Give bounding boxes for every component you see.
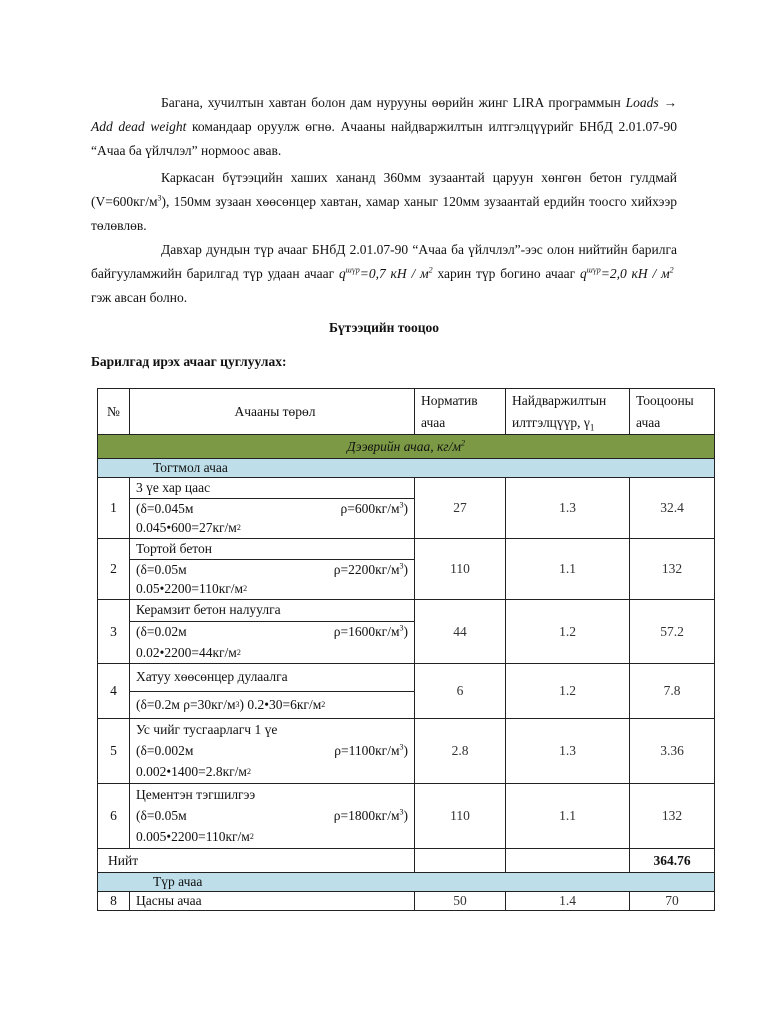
row-normative: 6 bbox=[415, 664, 506, 719]
formula-short-term: $q^{шүр}=2,0$ кН / $м^2$ bbox=[579, 265, 674, 281]
total-row bbox=[98, 849, 715, 873]
row-number: 3 bbox=[98, 600, 130, 664]
row-normative: 110 bbox=[415, 539, 506, 600]
row-description bbox=[130, 600, 415, 664]
paragraph-text: Каркасан бүтээцийн хаших хананд 360мм зузаантай царуун хөнгөн бетон гулдмай (V=600кг/м bbox=[91, 170, 677, 209]
paragraph-live-loads bbox=[91, 238, 677, 310]
row-factor: 1.2 bbox=[506, 600, 630, 664]
row-density: $\rho=1100кг/м^3$) bbox=[334, 742, 408, 758]
header-load-type: Ачааны төрөл bbox=[130, 389, 415, 435]
table-row bbox=[98, 664, 715, 719]
row-calculated: 132 bbox=[630, 784, 715, 849]
row-calculated: 7.8 bbox=[630, 664, 715, 719]
paragraph-walls bbox=[91, 166, 677, 238]
row-calculated: 3.36 bbox=[630, 719, 715, 784]
row-density: $\rho=1600кг/м^3$) bbox=[333, 623, 408, 639]
table-row bbox=[98, 600, 715, 664]
row-title: Цементэн тэгшилгээ bbox=[136, 786, 256, 802]
row-number: 5 bbox=[98, 719, 130, 784]
row-thickness: (δ=0.05м bbox=[136, 807, 187, 823]
row-description bbox=[130, 664, 415, 719]
row-factor: 1.2 bbox=[506, 664, 630, 719]
row-number: 2 bbox=[98, 539, 130, 600]
row-normative: 2.8 bbox=[415, 719, 506, 784]
lira-command: Loads → Add dead weight bbox=[91, 95, 678, 134]
table-row bbox=[98, 784, 715, 849]
total-label: Нийт bbox=[98, 849, 415, 873]
permanent-load-row bbox=[98, 459, 715, 478]
row-factor: 1.3 bbox=[506, 478, 630, 539]
paragraph-text: гэж авсан болно. bbox=[91, 290, 188, 305]
row-description bbox=[130, 539, 415, 600]
row-title: Цасны ачаа bbox=[130, 892, 415, 911]
row-thickness: (δ=0.05м bbox=[136, 561, 187, 577]
formula-long-term: $q^{шүр}=0,7$ кН / $м^2$ bbox=[338, 265, 433, 281]
section-heading: Бүтээцийн тооцоо bbox=[328, 320, 440, 335]
paragraph-text: харин түр богино ачааг bbox=[437, 266, 576, 281]
total-empty-cell bbox=[506, 849, 630, 873]
row-title: 3 үе хар цаас bbox=[130, 478, 414, 499]
row-title: Ус чийг тусгаарлагч 1 үе bbox=[136, 721, 278, 737]
table-row bbox=[98, 719, 715, 784]
paragraph-text: ), 150мм зузаан хөөсөнцер хавтан, хамар ханыг 120мм зузаантай ердийн тоосго хийхээр төлөвлөв. bbox=[91, 194, 677, 233]
permanent-load-label: Тогтмол ачаа bbox=[98, 459, 715, 478]
paragraph-text: командаар оруулж өгнө. Ачааны найдваржилтын илтгэлцүүрийг БНбД 2.01.07-90 “Ачаа ба үйлчлэл” нормоос авав. bbox=[91, 119, 677, 158]
row-density: $\rho=600кг/м^3$) bbox=[340, 500, 408, 516]
temporary-load-row bbox=[98, 873, 715, 892]
row-thickness: (δ=0.002м bbox=[136, 742, 194, 758]
row-thickness: (δ=0.045м bbox=[136, 500, 194, 516]
table-header-row bbox=[98, 389, 715, 435]
paragraph-self-weight bbox=[91, 91, 677, 163]
table-row bbox=[98, 478, 715, 539]
row-calculated: 57.2 bbox=[630, 600, 715, 664]
row-calculated: 70 bbox=[630, 892, 715, 911]
row-factor: 1.4 bbox=[506, 892, 630, 911]
row-title: Хатуу хөөсөнцер дулаалга bbox=[130, 664, 414, 692]
header-normative: Норматив ачаа bbox=[415, 389, 506, 435]
row-factor: 1.1 bbox=[506, 784, 630, 849]
row-description bbox=[130, 719, 415, 784]
row-factor: 1.3 bbox=[506, 719, 630, 784]
total-empty-cell bbox=[415, 849, 506, 873]
row-calculated: 132 bbox=[630, 539, 715, 600]
superscript: 3 bbox=[157, 193, 162, 203]
row-thickness: (δ=0.02м bbox=[136, 624, 187, 639]
section-roof-title: Дээврийн ачаа, $кг/м^2$ bbox=[98, 435, 715, 459]
row-description bbox=[130, 478, 415, 539]
header-factor: Найдваржилтын илтгэлцүүр, $\gamma_1$ bbox=[506, 389, 630, 435]
table-row bbox=[98, 892, 715, 911]
row-number: 4 bbox=[98, 664, 130, 719]
row-calc: 0.002•1400=2.8кг/м 2 bbox=[136, 764, 251, 780]
row-description bbox=[130, 784, 415, 849]
row-density: $\rho=1800кг/м^3$) bbox=[333, 807, 408, 823]
row-calc: 0.05•2200=110кг/м 2 bbox=[136, 581, 248, 597]
row-number: 1 bbox=[98, 478, 130, 539]
header-number: № bbox=[98, 389, 130, 435]
row-title: Керамзит бетон налуулга bbox=[130, 600, 414, 622]
row-factor: 1.1 bbox=[506, 539, 630, 600]
row-density: $\rho=2200кг/м^3$) bbox=[333, 561, 408, 577]
row-calc: 0.045•600=27кг/м 2 bbox=[136, 520, 241, 536]
row-number: 6 bbox=[98, 784, 130, 849]
loads-table bbox=[97, 388, 715, 911]
row-calc: 0.005•2200=110кг/м 2 bbox=[136, 829, 254, 845]
table-row bbox=[98, 539, 715, 600]
row-title: Тортой бетон bbox=[130, 539, 414, 560]
row-calc: 0.02•2200=44кг/м 2 bbox=[136, 644, 241, 660]
total-value: 364.76 bbox=[630, 849, 715, 873]
paragraph-text: Багана, хучилтын хавтан болон дам нурууны өөрийн жинг LIRA программын bbox=[161, 95, 621, 110]
row-normative: 27 bbox=[415, 478, 506, 539]
row-normative: 44 bbox=[415, 600, 506, 664]
row-thickness-calc: (δ=0.2м ρ=30кг/м 3 ) 0.2•30=6кг/м 2 bbox=[136, 696, 326, 712]
header-calculated: Тооцооны ачаа bbox=[630, 389, 715, 435]
row-calculated: 32.4 bbox=[630, 478, 715, 539]
section-roof-row bbox=[98, 435, 715, 459]
row-normative: 110 bbox=[415, 784, 506, 849]
paragraph-text: Давхар дундын түр ачааг БНбД 2.01.07-90 “Ачаа ба үйлчлэл”-ээс олон нийтийн барилга байгууламжийн барилгад түр удаан ачааг bbox=[91, 242, 677, 281]
row-normative: 50 bbox=[415, 892, 506, 911]
temporary-load-label: Түр ачаа bbox=[98, 873, 715, 892]
row-number: 8 bbox=[98, 892, 130, 911]
subsection-heading: Барилгад ирэх ачааг цуглуулах: bbox=[91, 354, 287, 369]
